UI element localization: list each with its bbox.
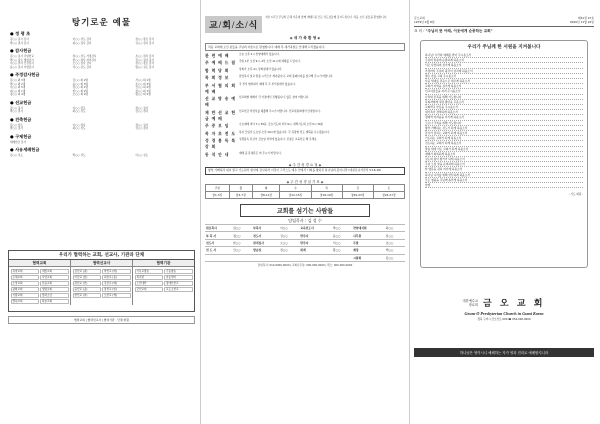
staff-cell xyxy=(279,254,299,261)
offering-item: 이○○ 성도 감사 xyxy=(72,38,92,41)
offering-item: 정○○ 장로 감사 xyxy=(135,38,155,41)
mission-entry: 복지관 xyxy=(135,275,164,280)
prayer-line: 감사가 넘치는 교회가 되게 하옵소서 xyxy=(425,131,583,136)
notice-text: 당회가 오후 4시 당회실에서 있습니다. xyxy=(239,67,283,71)
staff-table xyxy=(205,224,405,262)
offering-item: 세례헌금 감사 xyxy=(10,140,26,144)
serve-footer: 담임목사: 010-0000-0000 | 교회사무실: 000-000-0000 | 팩스: 000-000-0000 xyxy=(257,263,353,267)
staff-cell: 주방 xyxy=(352,239,385,246)
offering-section xyxy=(8,48,195,69)
notice-text: 선교회별 예배가 각 가정에서 진행됩니다. 많은 참여 바랍니다. xyxy=(239,96,310,99)
notice-item xyxy=(205,53,405,59)
offering-item: 권○○ 외 1명 xyxy=(135,89,151,93)
mission-column-heading: 협력교회 xyxy=(9,260,70,267)
notice-text: 성경통독 특강이 금요일 저녁에 있습니다. 신청은 교육부로 해 주세요. xyxy=(239,138,318,141)
notice-label: 동 석 안 내 xyxy=(205,151,230,157)
prayer-line: 하나님! 우리의 예배를 받아 주시옵소서 xyxy=(425,53,583,58)
mission-entry: 아동센터 xyxy=(164,275,193,280)
news-logo: 교/회/소/식 xyxy=(205,16,262,33)
offering-item: 김○○ 집사 감사 xyxy=(10,38,29,41)
notice-item xyxy=(205,138,405,150)
mission-column xyxy=(9,260,71,305)
offering-item: 오○○ 집사 감사 xyxy=(72,62,92,65)
staff-row xyxy=(205,225,405,232)
mission-entries xyxy=(9,267,70,305)
mission-entry: 기쁨교회 xyxy=(11,293,40,298)
mission-entry: 은혜교회 xyxy=(11,275,40,280)
mission-entry: 이선교 (캄) xyxy=(73,275,102,280)
mission-entry: 빛과소금 xyxy=(40,293,69,298)
notice-list xyxy=(205,53,405,158)
offering-item: 박○○ 권사 감사 xyxy=(10,41,29,45)
mission-entry: 오선교 (케) xyxy=(102,293,131,298)
offering-heading: ● 건축헌금 xyxy=(10,116,32,122)
schedule-reading: 창8-11장 xyxy=(253,192,280,199)
denomination: 대한예수교 xyxy=(462,298,478,303)
offering-item: 최○○ 집사 감사 xyxy=(72,41,92,45)
staff-cell xyxy=(252,254,279,261)
verse-title: ◈ 주 간 성 경 요 절 ◈ xyxy=(288,162,322,167)
staff-cell: 장○○ xyxy=(385,232,405,239)
welcome-heading: ◈ 새 가 족 환 영 ◈ xyxy=(289,36,321,40)
notice-text: 담임목사 설교 말씀 시리즈가 계속됩니다. 교회 홈페이지를 참고해 주시기 바랍니다. xyxy=(239,75,334,78)
offering-item: 김○○ 집사 xyxy=(10,106,23,110)
schedule-day: 목 xyxy=(311,185,342,192)
schedule-day: 주일 xyxy=(206,185,230,192)
news-column xyxy=(205,0,405,424)
prayer-column xyxy=(8,0,195,424)
prayer-line: 다음 세대를 믿음으로 세우게 하옵소서 xyxy=(425,79,583,84)
staff-cell: 부 목 사 xyxy=(205,232,232,239)
offering-item: 한○○ 권사 자녀감사 xyxy=(72,58,97,62)
offering-section xyxy=(8,117,195,131)
mission-entries xyxy=(71,267,132,299)
offering-section xyxy=(8,134,195,145)
staff-cell: 방송실 xyxy=(252,247,279,254)
offering-section xyxy=(8,72,195,97)
offering-item: 김○○ 외 3명 xyxy=(10,79,26,82)
offering-item: 김○○ 장로 xyxy=(10,123,23,127)
staff-cell xyxy=(232,254,252,261)
notice-label: 선 교 방 송 예 배 xyxy=(205,96,236,107)
prayer-end: - 기도 회원 - xyxy=(568,193,583,197)
staff-cell: 이○○ xyxy=(279,225,299,232)
notice-text: 주일 1부 오전 9시, 2부 오전 11시에 예배를 드립니다. xyxy=(239,60,301,63)
church-address: 경북 구미시 금오산로 000 ☎ 054-000-0000 xyxy=(477,318,531,321)
mission-entry: 정선교 (인) xyxy=(73,281,102,286)
offering-section xyxy=(8,100,195,114)
offering-item: 조○○ 권사 감사 xyxy=(135,55,155,58)
church-short: 금오교회 xyxy=(414,16,425,20)
staff-cell: 시찰회 xyxy=(352,254,385,261)
prayer-line: 나라와 민족을 위해 기도합니다 xyxy=(425,95,583,100)
church-name: 금 오 교 회 xyxy=(482,298,546,308)
notice-text: 예배 중 휴대폰은 꺼 주시기 바랍니다. xyxy=(239,151,282,155)
schedule-reading: 창16-19장 xyxy=(311,192,342,199)
mission-entry: 노인대학 xyxy=(135,281,164,286)
prayer-line: 목회자에게 성령 충만을 주옵소서 xyxy=(425,100,583,105)
offering-item: 서○○ 외 1명 xyxy=(135,79,151,82)
staff-cell: 부목사 xyxy=(252,225,279,232)
staff-cell: 권○○ xyxy=(279,247,299,254)
staff-cell: 최○○ xyxy=(385,225,405,232)
notice-text: 선교헌금 작정서를 제출해 주시기 바랍니다. 선교위원회에서 안내합니다. xyxy=(239,109,321,113)
prayer-box-title: 우리가 주님께 한 서원을 지켜봅니다 xyxy=(467,45,541,50)
schedule-day: 토 xyxy=(373,185,404,192)
mission-entry: 기독교방송 xyxy=(135,269,164,274)
notice-item xyxy=(205,68,405,74)
mission-entry: 장애인선교 xyxy=(164,281,193,286)
offering-item: 윤○○ 외 3명 xyxy=(72,82,88,86)
offering-items xyxy=(10,154,195,158)
notice-text: 각 부서 협의회가 예배 후 각 부서실에서 있습니다. xyxy=(239,82,296,86)
notice-label: 성 경 통 독 특 강 회 xyxy=(205,138,236,149)
offering-item: 서○○ 성도 감사 xyxy=(72,65,92,69)
schedule-title: ◈ 주 간 성 경 읽 기 표 ◈ xyxy=(286,180,324,185)
offering-items xyxy=(10,107,195,114)
staff-cell: 강○○ xyxy=(279,232,299,239)
offering-heading: ● 정 평 초 xyxy=(10,31,31,36)
mission-entry: 강선교 (베) xyxy=(102,281,131,286)
mission-footer: 협력교회 | 협력선교사 | 협력기관 · 단체 현황 xyxy=(8,316,195,324)
prayer-line: 주님 오실 날을 준비하게 하옵소서 xyxy=(425,162,583,167)
offering-section xyxy=(8,147,195,158)
offering-item: 강○○ 권사 감사 xyxy=(135,41,155,45)
offering-items xyxy=(10,55,195,69)
staff-cell xyxy=(299,254,332,261)
prayer-line: 가정마다 주님의 평강이 넘치게 하옵소서 xyxy=(425,69,583,74)
staff-cell: 재정 xyxy=(352,247,385,254)
mission-entries xyxy=(133,267,194,293)
notice-text: 오늘 오후 2시 찬양예배가 있습니다. xyxy=(239,52,280,56)
issue-date: 2020년 11월 22일 xyxy=(569,20,594,24)
prayer-line: 말씀 위에 서는 교회가 되게 하옵소서 xyxy=(425,147,583,152)
mission-entry: 새빛교회 xyxy=(40,269,69,274)
denomination-sub: 장로회 xyxy=(468,302,478,307)
staff-row xyxy=(205,239,405,246)
news-header xyxy=(205,16,405,33)
notice-label: 주 중 모 임 xyxy=(205,123,230,128)
prayer-line: 선교사님들을 지켜 주시옵소서 xyxy=(425,89,583,94)
offering-item: 최○○ 외 1명 xyxy=(10,89,26,93)
serve-subtitle: 담임목사 : 김 성 수 xyxy=(288,218,322,224)
staff-cell: 오○○ xyxy=(279,239,299,246)
staff-cell: 관리집사 xyxy=(252,239,279,246)
notice-text: 수요예배 저녁 7시 30분, 금요기도회 저녁 9시, 새벽기도회 오전 5시 30분 xyxy=(239,123,324,126)
mission-entry: 윤선교 (중) xyxy=(73,287,102,292)
offering-section xyxy=(8,31,195,45)
notice-item xyxy=(205,110,405,122)
offering-heading: ● 구제헌금 xyxy=(10,133,32,139)
offering-item: 정○○ 외 4명 xyxy=(10,93,26,96)
schedule-reading: 창4-7장 xyxy=(229,192,253,199)
prayer-line: 한 영혼을 귀히 여기게 하옵소서 xyxy=(425,167,583,172)
notice-item xyxy=(205,96,405,108)
staff-cell: 전도사 xyxy=(205,239,232,246)
prayer-line: 전도하는 교회가 되게 하옵소서 xyxy=(425,141,583,146)
column-divider xyxy=(200,0,201,424)
prayer-box xyxy=(420,40,588,268)
staff-cell: 찬양대지휘 xyxy=(352,225,385,232)
schedule-day: 수 xyxy=(280,185,311,192)
offering-heading: ● 사유세례헌금 xyxy=(10,147,40,152)
offering-item: 박○○ 집사 xyxy=(10,127,23,130)
prayer-lines xyxy=(425,53,583,188)
notice-label: 목 자 초 전 도 xyxy=(205,130,236,136)
prayer-line: 경제적 어려움을 이기게 하옵소서 xyxy=(425,115,583,120)
prayer-line: 성도의 삶이 향기가 되게 하옵소서 xyxy=(425,157,583,162)
schedule-day: 금 xyxy=(342,185,373,192)
prayer-line: 모든 영광을 주님께 돌리게 하옵소서 xyxy=(425,178,583,183)
mission-title: 우리가 협력하는 교회, 선교사, 기관과 단체 xyxy=(9,251,194,260)
offering-items xyxy=(10,79,195,97)
staff-cell: 한○○ xyxy=(232,239,252,246)
prayer-line: 아멘 xyxy=(425,183,583,188)
offering-items xyxy=(10,141,195,145)
mission-entry: 사랑교회 xyxy=(40,275,69,280)
offering-items xyxy=(10,38,195,45)
mission-entry: 평화교회 xyxy=(11,287,40,292)
schedule-day: 월 xyxy=(229,185,253,192)
notice-label: 부 서 협 의 회 예 배 xyxy=(205,82,236,94)
offering-sections xyxy=(8,31,195,158)
schedule-reading: 창1-3장 xyxy=(206,192,230,199)
issue-header xyxy=(414,16,594,24)
notice-item xyxy=(205,123,405,129)
offering-item: 박○○ 성도 xyxy=(72,154,86,157)
church-english-name: Geum-O Presbyterian Church in Gumi Korea xyxy=(464,311,544,316)
mission-column xyxy=(133,260,194,305)
staff-cell: 백○○ xyxy=(385,247,405,254)
reading-schedule xyxy=(205,184,405,199)
offering-item: 강○○ 외 2명 xyxy=(72,79,88,82)
notice-item xyxy=(205,75,405,81)
mission-entry: 한선교 (러) xyxy=(73,293,102,298)
schedule-reading: 창12-15장 xyxy=(280,192,311,199)
staff-cell: 교육전도사 xyxy=(299,225,332,232)
church-identity xyxy=(414,296,594,321)
notice-item xyxy=(205,60,405,66)
mission-column xyxy=(71,260,133,305)
mission-entry: 군선교회 xyxy=(135,287,164,292)
staff-cell xyxy=(205,254,232,261)
offering-item: 황○○ 성도 감사 xyxy=(135,65,155,69)
motto-prefix: 표 어 : xyxy=(414,29,425,33)
offering-item: 최○○ 성도 xyxy=(72,127,86,130)
bottom-banner: 하나님은 영이시니 예배하는 자가 영과 진리로 예배할지니라 xyxy=(414,348,594,357)
mission-entry: 생명교회 xyxy=(40,287,69,292)
offering-item: 한○○ 외 2명 xyxy=(72,89,88,93)
offering-item: 윤○○ 집사 사업감사 xyxy=(10,65,34,69)
issue-number: 제31권 47호 xyxy=(577,16,594,20)
staff-cell xyxy=(332,254,352,261)
offering-item: 강○○ 권사 xyxy=(135,110,149,113)
mission-columns xyxy=(9,260,194,305)
notice-label: 관 련 예 배 xyxy=(205,52,230,58)
mission-column-heading: 협력선교사 xyxy=(71,260,132,267)
mission-box xyxy=(8,250,195,312)
offering-item: 이○○ 권사 건강감사 xyxy=(10,62,34,65)
offering-items xyxy=(10,124,195,131)
notice-label: 제 반 선 교 헌 금 예 배 xyxy=(205,109,236,121)
prayer-line: 주님의 말씀에 순종하게 하옵소서 xyxy=(425,58,583,63)
offering-item: 장○○ 외 1명 xyxy=(72,86,88,89)
offering-heading: ● 주정감사헌금 xyxy=(10,72,40,77)
mission-entry: 열린교회 xyxy=(11,299,40,304)
schedule-day: 화 xyxy=(253,185,280,192)
prayer-line: 코로나 극복을 위해 기도합니다 xyxy=(425,121,583,126)
staff-cell: 문○○ xyxy=(385,254,405,261)
staff-row xyxy=(205,247,405,254)
prayer-line: 서로 사랑하며 섬기게 하옵소서 xyxy=(425,63,583,68)
offering-item: 이○○ 권사 xyxy=(72,123,86,127)
mission-entry: 교도소선교 xyxy=(164,287,193,292)
column-divider xyxy=(409,0,410,424)
prayer-title: 탕기로운 예물 xyxy=(71,18,132,28)
offering-item: 박○○ 권사 xyxy=(10,110,23,113)
staff-cell: 전 도 사 xyxy=(205,247,232,254)
notice-text: 목자 모임이 토요일 오전 10시에 있습니다. 각 목장별 전도 계획을 나누겠습니다. xyxy=(239,130,330,134)
staff-cell: 사무원 xyxy=(352,232,385,239)
mission-entry: 소망교회 xyxy=(11,281,40,286)
staff-cell: 조○○ xyxy=(385,239,405,246)
staff-cell: 김○○ xyxy=(232,225,252,232)
staff-cell: 황○○ xyxy=(332,247,352,254)
mission-entry: 믿음교회 xyxy=(40,281,69,286)
offering-item: 장○○ 성도 가정감사 xyxy=(72,55,97,58)
staff-cell: 박○○ xyxy=(332,225,352,232)
offering-item: 정○○ 집사 xyxy=(135,123,149,127)
staff-cell: 회계 xyxy=(299,247,332,254)
prayer-line: 항상 기뻐하는 성도가 되게 하옵소서 xyxy=(425,126,583,131)
staff-cell: 반주자 xyxy=(299,232,332,239)
mission-entry: 최선교 (몽) xyxy=(102,275,131,280)
prayer-line: 새가족이 정착하게 하옵소서 xyxy=(425,110,583,115)
offering-item: 박○○ 외 2명 xyxy=(10,82,26,86)
founded-date: 1979년 4월 8일 xyxy=(414,20,435,24)
staff-row xyxy=(205,232,405,239)
offering-item: 이○○ 외 5명 xyxy=(10,86,26,89)
schedule-reading: 창20-23장 xyxy=(342,192,373,199)
mission-entry: 목양교회 xyxy=(11,269,40,274)
notice-item xyxy=(205,83,405,95)
notice-label: 주 예 배 드 림 xyxy=(205,60,236,65)
staff-cell: 서○○ xyxy=(332,239,352,246)
offering-item: 강○○ 권사 xyxy=(135,127,149,130)
offering-item: 이○○ 성도 xyxy=(135,154,149,157)
mission-entry: 김선교 (필) xyxy=(73,269,102,274)
welcome-text: 처음 교회에 오신 분들을 주님의 이름으로 환영합니다. 예배 후 새가족실로 안내해 드리겠습니다. xyxy=(205,43,405,51)
offering-item: 이○○ 장로 xyxy=(72,106,86,110)
mission-entry: 박선교 (태) xyxy=(102,269,131,274)
prayer-line: 교회학교 부흥을 주시옵소서 xyxy=(425,105,583,110)
offering-item: 신○○ 집사 감사 xyxy=(135,58,155,62)
prayer-line: 예배가 회복되게 하옵소서 xyxy=(425,152,583,157)
offering-heading: ● 감사헌금 xyxy=(10,48,32,53)
notice-label: 목 회 정 보 xyxy=(205,75,230,80)
mission-entry: 하늘교회 xyxy=(40,299,69,304)
offering-item: 김○○ 집사 주일학교 xyxy=(10,55,34,58)
staff-cell: 윤○○ xyxy=(332,232,352,239)
offering-item: 신○○ 외 2명 xyxy=(135,86,151,89)
staff-cell: 반주자 xyxy=(299,239,332,246)
offering-item: 최○○ 성도 xyxy=(72,110,86,113)
staff-cell: 전도사 xyxy=(252,232,279,239)
serve-title: 교회를 섬기는 사람들 xyxy=(240,204,370,217)
prayer-line: 병든 자를 고쳐 주시옵소서 xyxy=(425,74,583,79)
staff-cell: 정○○ xyxy=(232,232,252,239)
mission-column-heading: 협력기관 xyxy=(133,260,194,267)
notice-label: 합 력 당 회 xyxy=(205,67,230,73)
prayer-line: 기도하는 교회가 되게 하옵소서 xyxy=(425,136,583,141)
offering-item: 황○○ 외 2명 xyxy=(135,93,151,96)
offering-item: 김○○ 성도 xyxy=(10,154,23,157)
news-intro: 지난 1주간 주님의 은혜 가운데 함께 예배드린 모든 성도님들께 감사드립니다. 처음 오신 분들을 환영합니다. xyxy=(265,16,388,19)
notice-item xyxy=(205,152,405,158)
offering-item: 오○○ 외 4명 xyxy=(72,93,88,96)
notice-item xyxy=(205,131,405,137)
offering-item: 박○○ 장로 생일감사 xyxy=(10,58,34,62)
offering-item: 정○○ 집사 xyxy=(135,106,149,110)
mission-entry: 장선교 (일) xyxy=(102,287,131,292)
staff-row xyxy=(205,254,405,261)
mission-entry: 극동방송 xyxy=(164,269,193,274)
staff-cell: 원로목사 xyxy=(205,225,232,232)
offering-item: 조○○ 외 3명 xyxy=(135,82,151,86)
offering-item: 권○○ 장로 감사 xyxy=(135,62,155,65)
staff-cell: 신○○ xyxy=(232,247,252,254)
cover-column xyxy=(414,0,594,424)
motto-text: "주님의 뜻 아래, 이웃에게 순종하는 교회" xyxy=(425,29,493,33)
offering-heading: ● 선교헌금 xyxy=(10,99,32,105)
schedule-reading: 창24-27장 xyxy=(373,192,404,199)
prayer-line: 교회가 지역을 섬기게 하옵소서 xyxy=(425,84,583,89)
verse-text: 항상 기뻐하라 쉬지 말고 기도하라 범사에 감사하라 이것이 그리스도 예수 안에서 너희를 향하신 하나님의 뜻이니라 (데살로니가전서 5:16-18) xyxy=(205,167,405,176)
motto xyxy=(414,29,594,34)
prayer-line: 하나님 나라를 위해 헌신하게 하옵소서 xyxy=(425,173,583,178)
